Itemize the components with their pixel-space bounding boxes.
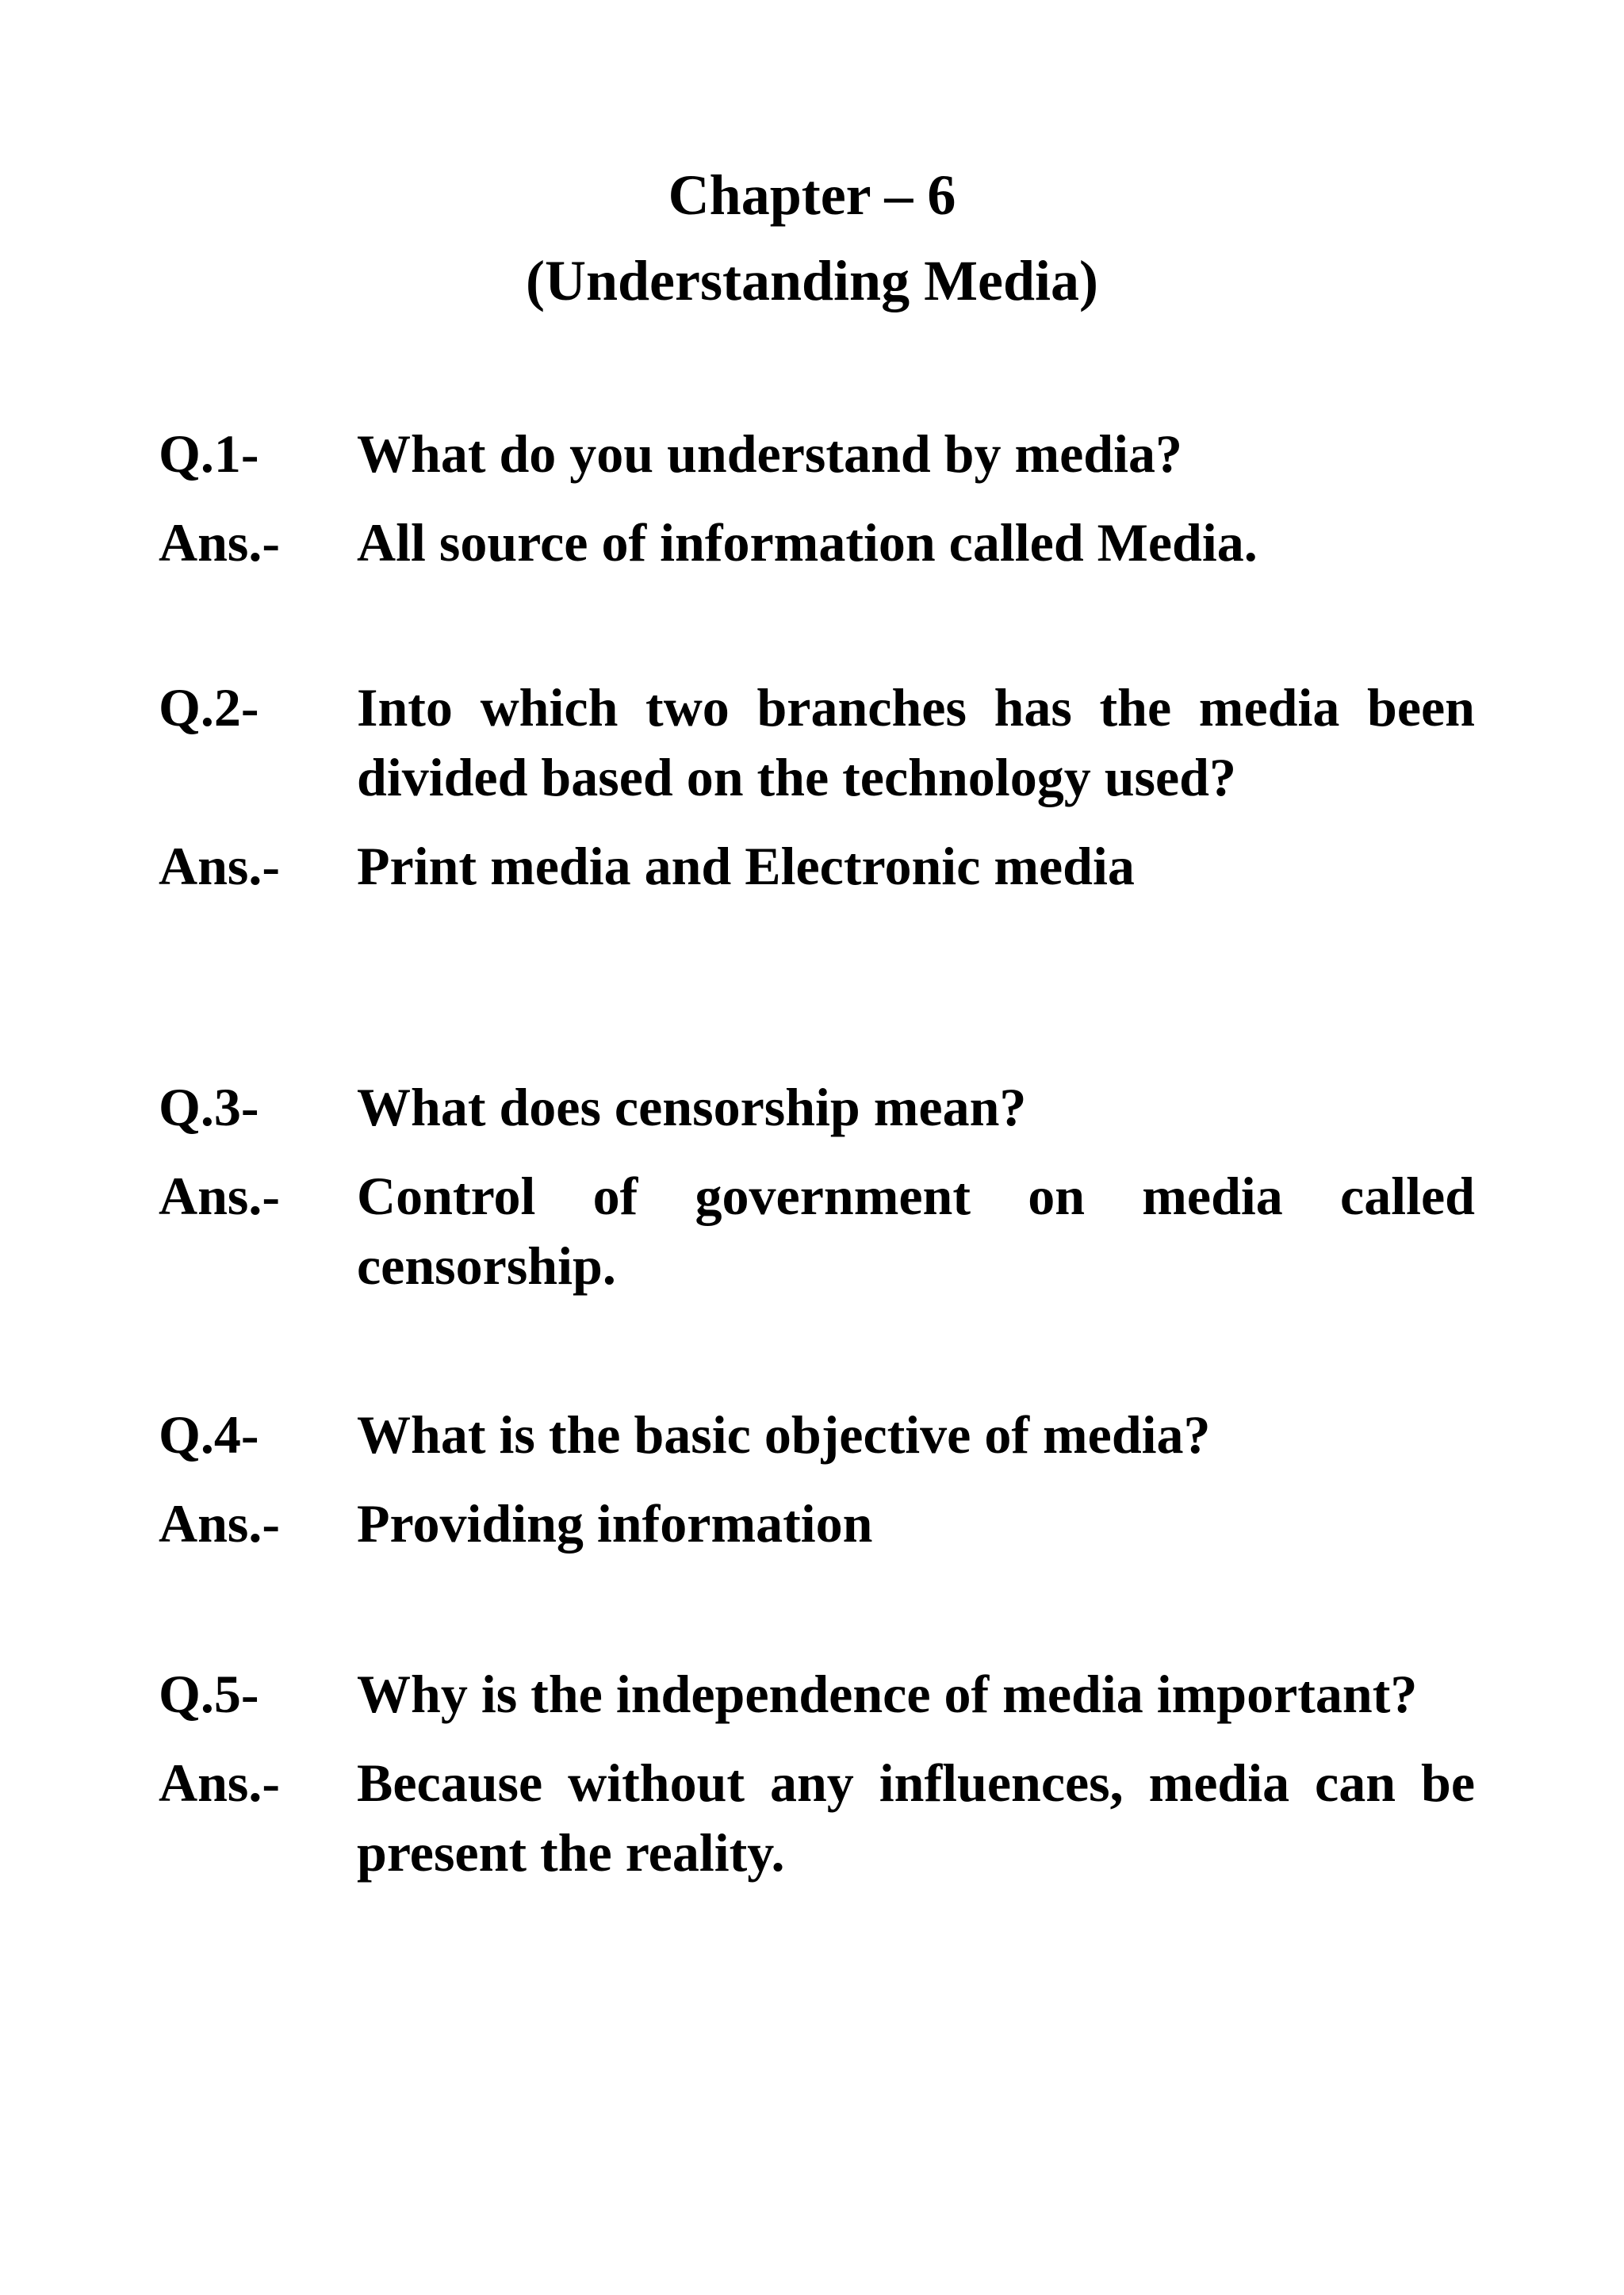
answer-row: [159, 508, 1475, 577]
answer-row: [159, 831, 1475, 901]
question-row: [159, 1072, 1475, 1142]
answer-row: [159, 1161, 1475, 1301]
question-row: [159, 1400, 1475, 1469]
answer-label: Ans.-: [159, 1166, 281, 1226]
answer-text: Providing information: [357, 1493, 873, 1554]
chapter-title: Chapter – 6: [668, 163, 956, 227]
question-row: [159, 1659, 1475, 1729]
question-row: [159, 672, 1475, 812]
answer-row: [159, 1488, 1475, 1558]
question-text: Why is the independence of media important?: [357, 1664, 1418, 1724]
qa-block-2: [159, 672, 1475, 901]
question-row: [159, 419, 1475, 489]
answer-label: Ans.-: [159, 836, 281, 896]
answer-text: All source of information called Media.: [357, 512, 1258, 573]
answer-text: Control of government on media called censorship.: [357, 1166, 1475, 1296]
answer-text: Print media and Electronic media: [357, 836, 1135, 896]
answer-label: Ans.-: [159, 512, 281, 573]
question-text: What is the basic objective of media?: [357, 1404, 1211, 1465]
question-text: Into which two branches has the media been divided based on the technology used?: [357, 677, 1475, 807]
answer-label: Ans.-: [159, 1753, 281, 1813]
answer-text: Because without any influences, media can be present the reality.: [357, 1753, 1475, 1883]
question-label: Q.3-: [159, 1077, 259, 1137]
question-label: Q.2-: [159, 677, 259, 738]
question-label: Q.1-: [159, 423, 259, 484]
qa-block-4: [159, 1400, 1475, 1558]
chapter-subtitle: (Understanding Media): [525, 249, 1099, 312]
question-text: What do you understand by media?: [357, 423, 1183, 484]
answer-row: [159, 1748, 1475, 1887]
question-text: What does censorship mean?: [357, 1077, 1027, 1137]
question-label: Q.4-: [159, 1404, 259, 1465]
qa-block-1: [159, 419, 1475, 577]
question-label: Q.5-: [159, 1664, 259, 1724]
qa-block-5: [159, 1659, 1475, 1887]
qa-block-3: [159, 1072, 1475, 1301]
answer-label: Ans.-: [159, 1493, 281, 1554]
